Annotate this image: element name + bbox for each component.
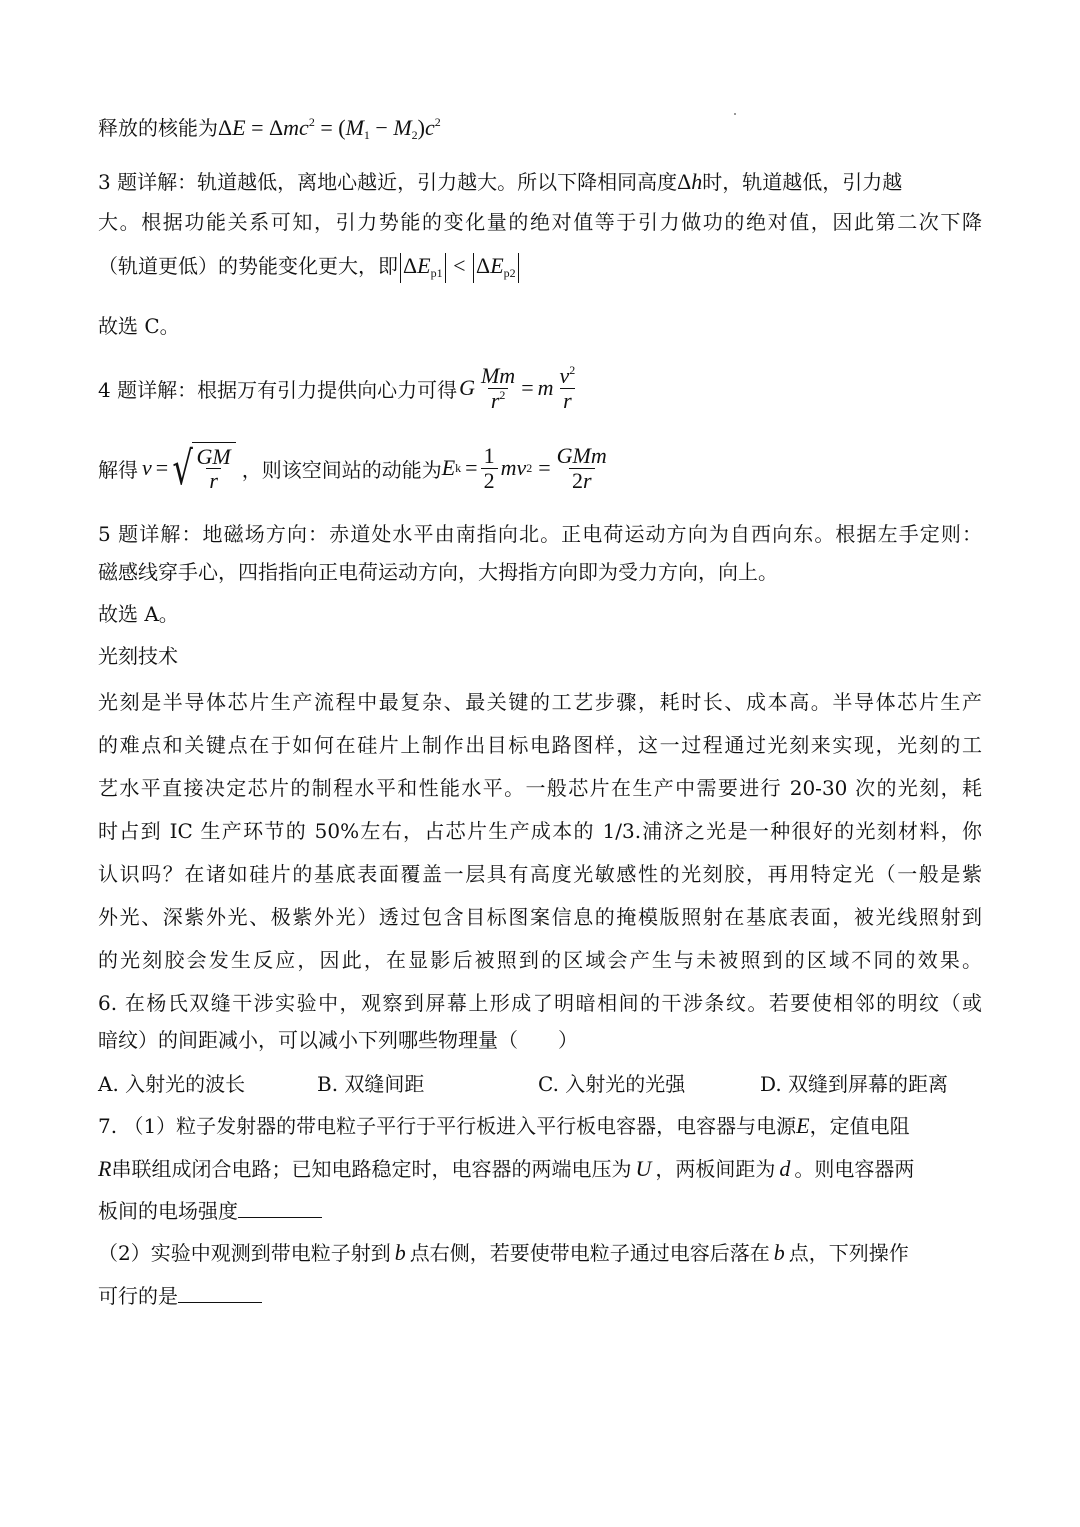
r-symbol: R [98, 1156, 112, 1181]
energy-line [98, 112, 441, 143]
q4-line-2: 解得 v = √ $\frac{GM}{r}$ ，则该空间站的动能为 E k = $\frac{1}{2}$ mv 2 = $\frac{\text{GMm}}{2r}$ [98, 438, 613, 498]
q6-option-b: B. 双缝间距 [317, 1072, 425, 1096]
q4-text-2a: 解得 [98, 457, 138, 482]
q7-text-4c: 点，下列操作 [788, 1241, 909, 1265]
q7-line-3 [98, 1195, 322, 1224]
q3-line-2: 大。根据功能关系可知，引力势能的变化量的绝对值等于引力做功的绝对值，因此第二次下降 [98, 210, 982, 234]
q3-text-3: （轨道更低）的势能变化更大，即 [98, 254, 398, 278]
q5-choice: 故选 A。 [98, 602, 179, 626]
q7-text-4b: 点右侧，若要使带电粒子通过电容后落在 [409, 1241, 770, 1265]
frac-mm-r2: $\frac{Mm}{r^2}$ [480, 363, 516, 413]
q3-text-1b: 时，轨道越低，引力越 [702, 170, 903, 194]
q3-choice: 故选 C。 [98, 314, 180, 338]
delta-h: Δh [677, 169, 703, 194]
energy-formula: $\Delta E = \Delta mc^2 = (M_1 - M_2)c^2$ [218, 115, 441, 142]
q3-line-3 [98, 250, 521, 283]
section-line-3: 艺水平直接决定芯片的制程水平和性能水平。一般芯片在生产中需要进行 20-30 次的光刻，耗 [98, 776, 982, 800]
q7-line-5 [98, 1280, 262, 1309]
q4-text-2b: ，则该空间站的动能为 [241, 457, 442, 482]
e-symbol: E [796, 1113, 810, 1138]
b-point-2: b [773, 1240, 785, 1265]
section-line-4: 时占到 IC 生产环节的 50%左右，占芯片生产成本的 1/3.浦济之光是一种很好的光刻材料，你 [98, 819, 982, 843]
q7-text-4a: （2）实验中观测到带电粒子射到 [98, 1241, 391, 1265]
q6-option-d: D. 双缝到屏幕的距离 [760, 1072, 949, 1096]
section-line-7: 的光刻胶会发生反应，因此，在显影后被照到的区域会产生与未被照到的区域不同的效果。 [98, 948, 982, 972]
g-symbol: G [459, 375, 475, 400]
q6-option-a: A. 入射光的波长 [98, 1072, 246, 1096]
q7-text-2c: 。则电容器两 [794, 1157, 915, 1181]
q7-text-1: 7. （1）粒子发射器的带电粒子平行于平行板进入平行板电容器，电容器与电源 [98, 1114, 797, 1138]
m-symbol: m [537, 375, 554, 400]
q7-text-5: 可行的是 [98, 1284, 178, 1308]
q5-line-1: 5 题详解：地磁场方向：赤道处水平由南指向北。正电荷运动方向为自西向东。根据左手定则： [98, 522, 982, 546]
frac-gmm-2r: $\frac{\text{GMm}}{2r}$ [556, 443, 607, 493]
q3-text-1: 3 题详解：轨道越低，离地心越近，引力越大。所以下降相同高度 [98, 170, 678, 194]
u-symbol: U [635, 1156, 652, 1181]
q7-text-2a: 串联组成闭合电路；已知电路稳定时，电容器的两端电压为 [111, 1157, 632, 1181]
q7-text-2b: ，两板间距为 [655, 1157, 776, 1181]
q7-line-1 [98, 1110, 910, 1139]
frac-half: $\frac{1}{2}$ [481, 444, 498, 491]
q3-line-1 [98, 162, 982, 202]
b-point-1: b [394, 1240, 406, 1265]
section-line-2: 的难点和关键点在于如何在硅片上制作出目标电路图样，这一过程通过光刻来实现，光刻的工 [98, 733, 982, 757]
q6-line-2: 暗纹）的间距减小，可以减小下列哪些物理量（ ） [98, 1028, 578, 1052]
potential-compare: $\Delta E_{p1} < \Delta E_{p2}$ [398, 253, 521, 278]
answer-blank-2[interactable] [178, 1282, 262, 1303]
q7-line-4 [98, 1237, 909, 1266]
q6-option-c: C. 入射光的光强 [538, 1072, 686, 1096]
frac-v2-r: $\frac{v^2}{r}$ [559, 363, 576, 413]
q4-text-1: 4 题详解：根据万有引力提供向心力可得 [98, 377, 458, 402]
section-line-1: 光刻是半导体芯片生产流程中最复杂、最关键的工艺步骤，耗时长、成本高。半导体芯片生产 [98, 690, 982, 714]
section-line-5: 认识吗？在诸如硅片的基底表面覆盖一层具有高度光敏感性的光刻胶，再用特定光（一般是紫 [98, 862, 982, 886]
q7-line-2 [98, 1153, 914, 1182]
q7-text-1b: ，定值电阻 [809, 1114, 910, 1138]
section-title: 光刻技术 [98, 644, 178, 668]
q7-text-3: 板间的电场强度 [98, 1199, 238, 1223]
q5-line-2: 磁感线穿手心，四指指向正电荷运动方向，大拇指方向即为受力方向，向上。 [98, 560, 778, 584]
d-symbol: d [779, 1156, 791, 1181]
q6-line-1: 6. 在杨氏双缝干涉实验中，观察到屏幕上形成了明暗相间的干涉条纹。若要使相邻的明纹（或 [98, 991, 982, 1015]
section-line-6: 外光、深紫外光、极紫外光）透过包含目标图案信息的掩模版照射在基底表面，被光线照射到 [98, 905, 982, 929]
speck [734, 113, 736, 115]
answer-blank-1[interactable] [238, 1197, 322, 1218]
energy-text: 释放的核能为 [98, 116, 218, 140]
q4-line-1: 4 题详解：根据万有引力提供向心力可得 G $\frac{Mm}{r^2}$ = m $\frac{v^2}{r}$ [98, 360, 581, 416]
sqrt-gm-r: √ $\frac{GM}{r}$ [168, 442, 236, 494]
